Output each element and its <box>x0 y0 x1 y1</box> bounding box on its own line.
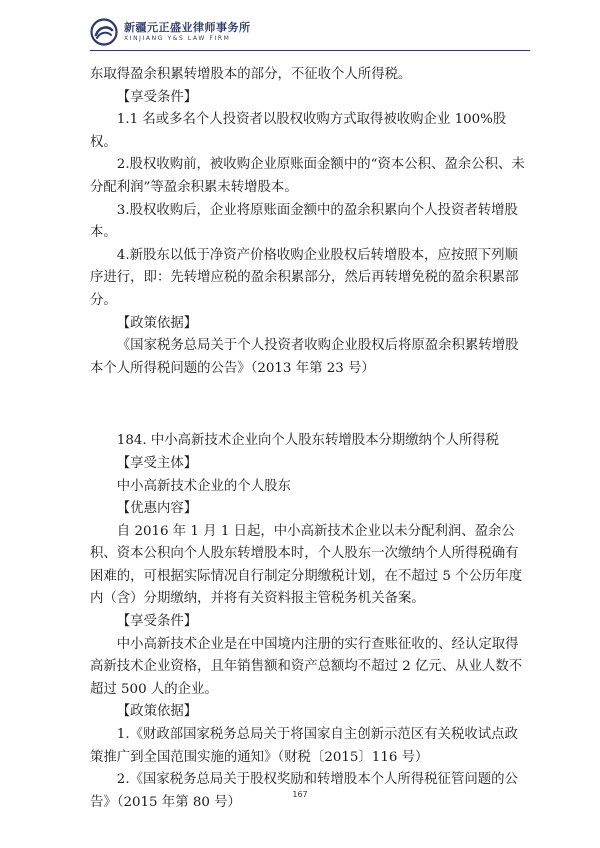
body-paragraph: 【优惠内容】 <box>116 501 198 517</box>
law-firm-logo-icon <box>90 18 118 46</box>
body-paragraph: 184. 中小高新技术企业向个人股东转增股本分期缴纳个人所得税 <box>116 433 500 449</box>
body-paragraph: 中小高新技术企业的个人股东 <box>116 478 291 494</box>
page-number: 167 <box>292 790 308 799</box>
body-paragraph: 【享受条件】 <box>116 614 198 630</box>
body-paragraph: 1.1 名或多名个人投资者以股权收购方式取得被收购企业 100%股权。 <box>90 112 507 150</box>
body-paragraph: 中小高新技术企业是在中国境内注册的实行查账征收的、经认定取得高新技术企业资格，且年销售额和资产总额均不超过 2 亿元、从业人数不超过 500 人的企业。 <box>90 636 523 697</box>
body-paragraph: 【政策依据】 <box>116 315 198 331</box>
document-body <box>90 64 530 814</box>
body-paragraph: 【享受条件】 <box>116 89 198 105</box>
body-paragraph: 东取得盈余积累转增股本的部分，不征收个人所得税。 <box>90 67 412 82</box>
body-paragraph: 1.《财政部国家税务总局关于将国家自主创新示范区有关税收试点政策推广到全国范围实施的通知》（财税〔2015〕116 号） <box>90 727 518 765</box>
body-paragraph: 4.新股东以低于净资产价格收购企业股权后转增股本，应按照下列顺序进行，即：先转增应税的盈余积累部分，然后再转增免税的盈余积累部分。 <box>90 247 519 308</box>
page-header <box>90 16 530 52</box>
body-paragraph: 《国家税务总局关于个人投资者收购企业股权后将原盈余积累转增股本个人所得税问题的公告》（2013 年第 23 号） <box>90 338 519 376</box>
body-paragraph: 【政策依据】 <box>116 704 198 720</box>
body-paragraph: 2.《国家税务总局关于股权奖励和转增股本个人所得税征管问题的公告》（2015 年第 80 号） <box>90 772 518 810</box>
body-paragraph: 2.股权收购前，被收购企业原账面金额中的“资本公积、盈余公积、未分配利润”等盈余积累未转增股本。 <box>90 157 525 195</box>
body-paragraph: 自 2016 年 1 月 1 日起，中小高新技术企业以未分配利润、盈余公积、资本公积向个人股东转增股本时，个人股东一次缴纳个人所得税确有困难的，可根据实际情况自行制定分期缴税计划，在不超过 5 个公历年度内（含）分期缴纳，并将有关资料报主管税务机关备案。 <box>90 523 523 607</box>
firm-name-en: XINJIANG Y&S LAW FIRM <box>124 35 231 42</box>
body-paragraph: 3.股权收购后，企业将原账面金额中的盈余积累向个人投资者转增股本。 <box>90 202 518 241</box>
section-gap <box>90 396 530 414</box>
firm-name-cn: 新疆元正盛业律师事务所 <box>124 21 251 34</box>
body-paragraph: 【享受主体】 <box>116 455 198 471</box>
header-rule <box>90 50 530 51</box>
